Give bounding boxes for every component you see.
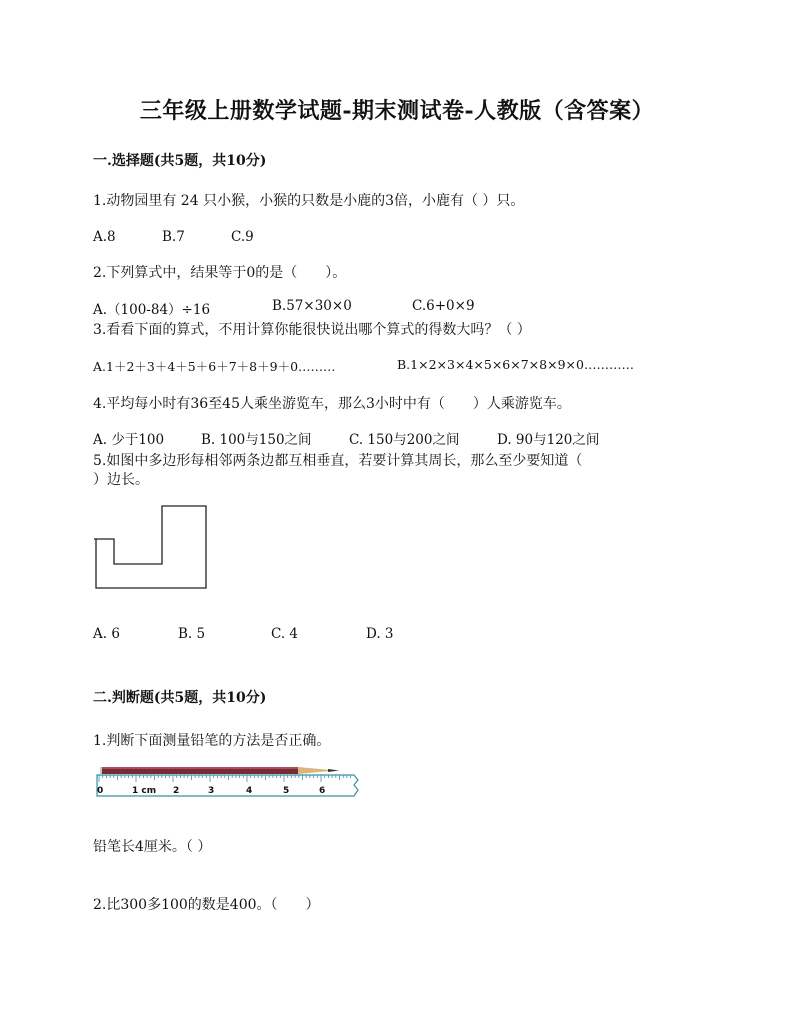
q2-option-c: C.6+0×9 <box>412 298 475 314</box>
ruler-label-2: 2 <box>173 786 180 796</box>
judgement-question-2-text: 2.比300多100的数是400。（ ） <box>93 897 320 913</box>
pencil-icon <box>100 767 339 774</box>
q2-option-a: A.（100-84）÷16 <box>93 302 211 318</box>
section-heading-judgement: 二.判断题(共5题，共10分) <box>93 690 267 706</box>
polygon-outline <box>94 506 206 588</box>
ruler-label-0: 0 <box>97 786 104 796</box>
question-5-text-line2: ）边长。 <box>93 472 149 488</box>
q5-option-c: C. 4 <box>271 626 299 642</box>
q4-option-d: D. 90与120之间 <box>497 432 600 448</box>
ruler-label-1cm: 1 cm <box>132 786 157 796</box>
q4-option-c: C. 150与200之间 <box>349 432 460 448</box>
ruler-label-3: 3 <box>208 786 215 796</box>
question-3-text: 3.看看下面的算式，不用计算你能很快说出哪个算式的得数大吗？（ ） <box>93 322 531 338</box>
question-4-text: 4.平均每小时有36至45人乘坐游览车，那么3小时中有（ ）人乘游览车。 <box>93 396 571 412</box>
ruler-label-6: 6 <box>319 786 326 796</box>
q3-option-b: B.1×2×3×4×5×6×7×8×9×0………… <box>397 357 634 372</box>
q5-option-d: D. 3 <box>366 626 394 642</box>
q3-option-a: A.1＋2＋3＋4＋5＋6＋7＋8＋9＋0……… <box>93 359 336 374</box>
question-1-text: 1.动物园里有 24 只小猴，小猴的只数是小鹿的3倍，小鹿有（ ）只。 <box>93 193 525 209</box>
section-heading-choice: 一.选择题(共5题，共10分) <box>93 153 267 169</box>
ruler-label-5: 5 <box>283 786 290 796</box>
polygon-figure <box>94 504 208 590</box>
q2-option-b: B.57×30×0 <box>272 298 352 314</box>
q4-option-b: B. 100与150之间 <box>201 432 312 448</box>
q4-option-a: A. 少于100 <box>93 432 165 448</box>
q1-option-b: B.7 <box>162 229 185 245</box>
q5-option-a: A. 6 <box>93 626 120 642</box>
judgement-question-1-statement: 铅笔长4厘米。（ ） <box>93 839 212 855</box>
q1-option-a: A.8 <box>93 229 116 245</box>
page-title: 三年级上册数学试题-期末测试卷-人教版（含答案） <box>139 98 655 124</box>
question-5-text-line1: 5.如图中多边形每相邻两条边都互相垂直，若要计算其周长，那么至少要知道（ <box>93 453 583 469</box>
pencil-ruler-illustration <box>96 765 364 803</box>
ruler-label-4: 4 <box>246 786 253 796</box>
q1-option-c: C.9 <box>231 229 254 245</box>
judgement-question-1-text: 1.判断下面测量铅笔的方法是否正确。 <box>93 733 331 749</box>
q5-option-b: B. 5 <box>178 626 206 642</box>
question-2-text: 2.下列算式中，结果等于0的是（ ）。 <box>93 265 347 281</box>
